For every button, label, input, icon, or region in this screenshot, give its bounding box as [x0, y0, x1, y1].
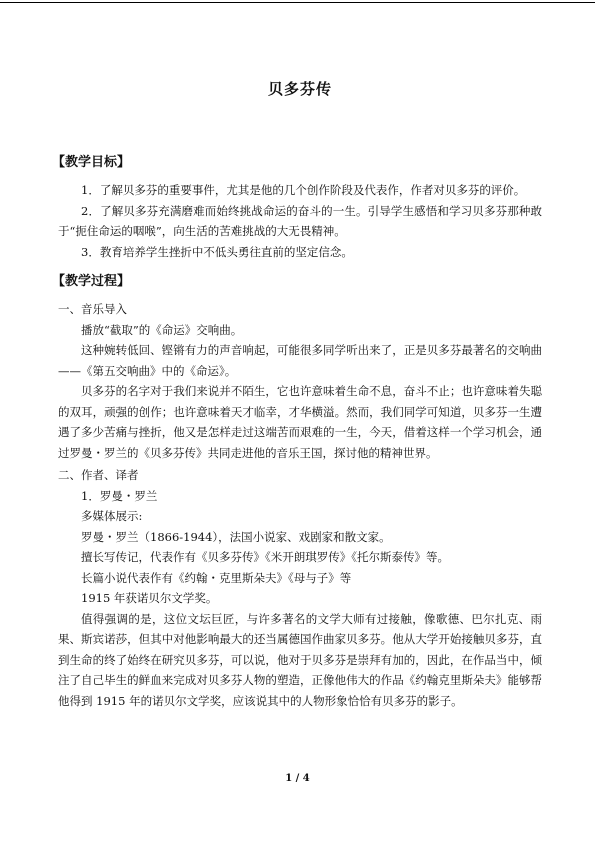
subsection-author: 1．罗曼・罗兰 [81, 488, 158, 503]
author-intro: 罗曼・罗兰（1866-1944），法国小说家、戏剧家和散文家。 [81, 529, 391, 544]
top-rule [0, 2, 595, 3]
document-page [52, 78, 542, 711]
goals-heading: 【教学目标】 [52, 155, 131, 170]
process-heading: 【教学过程】 [52, 274, 131, 289]
multimedia-label: 多媒体展示: [81, 509, 143, 523]
page-number: 1 / 4 [285, 773, 310, 784]
paragraph-2: 这种婉转低回、铿锵有力的声音响起，可能很多同学听出来了，正是贝多芬最著名的交响曲——《第五交响曲》中的《命运》。 [58, 343, 542, 378]
goal-2: 2．了解贝多芬充满磨难而始终挑战命运的奋斗的一生。引导学生感悟和学习贝多芬那种敢于“扼住命运的咽喉”，向生活的苦难挑战的大无畏精神。 [58, 203, 542, 238]
document-title: 贝多芬传 [267, 80, 332, 98]
author-nobel: 1915 年获诺贝尔文学奖。 [81, 591, 218, 605]
paragraph-1: 播放“截取”的《命运》交响曲。 [81, 322, 243, 337]
author-biographies: 擅长写传记，代表作有《贝多芬传》《米开朗琪罗传》《托尔斯泰传》等。 [81, 550, 449, 564]
author-novels: 长篇小说代表作有《约翰・克里斯朵夫》《母与子》等 [81, 570, 352, 585]
goal-3: 3．教育培养学生挫折中不低头勇往直前的坚定信念。 [81, 244, 353, 259]
paragraph-4: 值得强调的是，这位文坛巨匠，与许多著名的文学大师有过接触，像歌德、巴尔扎克、雨果、斯宾诺莎，但其中对他影响最大的还当属德国作曲家贝多芬。他从大学开始接触贝多芬，直到生命的终了始终在研究贝多芬，可以说，他对于贝多芬是崇拜有加的，因此，在作品当中，倾注了自己毕生的鲜血来完成对贝多芬人物的塑造，正像他伟大的作品《约翰克里斯朵夫》能够帮他得到 1915 年的诺贝尔文学奖，应该说其中的人物形象恰恰有贝多芬的影子。 [58, 611, 542, 708]
section-2-heading: 二、作者、译者 [58, 468, 139, 482]
goal-1: 1．了解贝多芬的重要事件，尤其是他的几个创作阶段及代表作，作者对贝多芬的评价。 [81, 183, 526, 197]
section-1-heading: 一、音乐导入 [58, 302, 127, 316]
paragraph-3: 贝多芬的名字对于我们来说并不陌生，它也许意味着生命不息，奋斗不止；也许意味着失聪的双耳，顽强的创作；也许意味着天才临幸，才华横溢。然而，我们同学可知道，贝多芬一生遭遇了多少苦痛与挫折，他又是怎样走过这端苦而艰难的一生，今天，借着这样一个学习机会，通过罗曼・罗兰的《贝多芬传》共同走进他的音乐王国，探讨他的精神世界。 [58, 384, 542, 460]
